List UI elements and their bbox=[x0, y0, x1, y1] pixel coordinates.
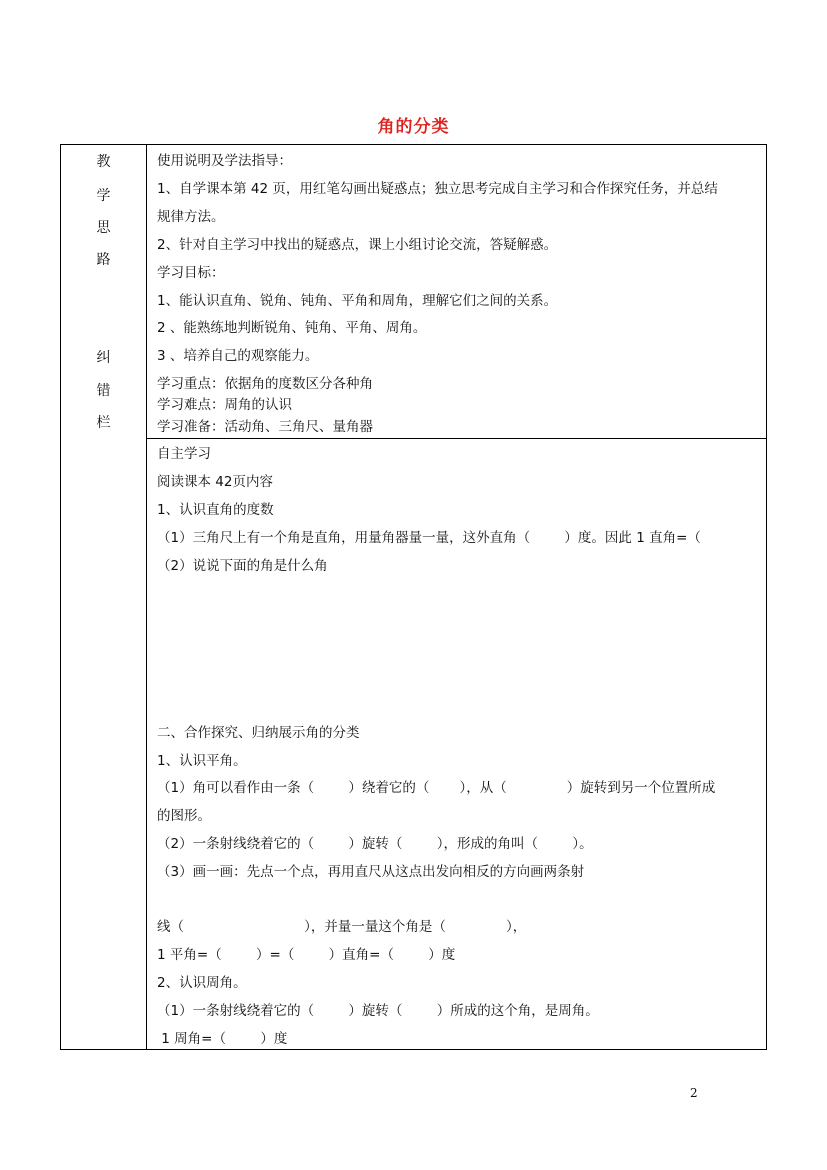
exercise-line: （1）角可以看作由一条（ ）绕着它的（ ），从（ ）旋转到另一个位置所成 bbox=[157, 780, 716, 796]
exercise-line: （3）画一画：先点一个点，再用直尺从这点出发向相反的方向画两条射 bbox=[157, 864, 585, 880]
side-label: 错 bbox=[96, 383, 111, 399]
page-number: 2 bbox=[690, 1086, 698, 1100]
instructions-heading: 使用说明及学法指导： bbox=[157, 153, 292, 169]
side-label: 纠 bbox=[96, 350, 111, 366]
objective-line: 2 、能熟练地判断锐角、钝角、平角、周角。 bbox=[157, 320, 427, 336]
difficulty-line: 学习难点：周角的认识 bbox=[157, 397, 292, 413]
page-title: 角的分类 bbox=[377, 117, 450, 137]
inquiry-heading: 二、合作探究、归纳展示角的分类 bbox=[157, 725, 360, 741]
column-divider bbox=[146, 144, 147, 1050]
side-label: 教 bbox=[96, 154, 111, 170]
exercise-line: 1、认识平角。 bbox=[157, 753, 247, 769]
objective-line: 3 、培养自己的观察能力。 bbox=[157, 348, 319, 364]
objective-line: 1、能认识直角、锐角、钝角、平角和周角，理解它们之间的关系。 bbox=[157, 293, 558, 309]
exercise-line: （2）一条射线绕着它的（ ）旋转（ ），形成的角叫（ ）。 bbox=[157, 836, 593, 852]
exercise-line: 1 周角=（ ）度 bbox=[157, 1031, 288, 1047]
instruction-line: 2、针对自主学习中找出的疑惑点，课上小组讨论交流，答疑解惑。 bbox=[157, 237, 558, 253]
side-label: 栏 bbox=[96, 415, 111, 431]
instruction-line: 1、自学课本第 42 页，用红笔勾画出疑惑点；独立思考完成自主学习和合作探究任务，并总结 bbox=[157, 181, 718, 197]
side-label: 思 bbox=[96, 220, 111, 236]
exercise-line: （1）三角尺上有一个角是直角，用量角器量一量，这外直角（ ）度。因此 1 直角=（ bbox=[157, 530, 701, 546]
exercise-line: （2）说说下面的角是什么角 bbox=[157, 558, 328, 574]
reading-line: 阅读课本 42页内容 bbox=[157, 474, 273, 490]
row-divider bbox=[147, 438, 767, 439]
exercise-line: （1）一条射线绕着它的（ ）旋转（ ）所成的这个角，是周角。 bbox=[157, 1003, 599, 1019]
exercise-line: 的图形。 bbox=[157, 808, 211, 824]
exercise-line: 1、认识直角的度数 bbox=[157, 502, 274, 518]
side-label: 学 bbox=[96, 188, 111, 204]
objectives-heading: 学习目标： bbox=[157, 265, 225, 281]
preparation-line: 学习准备：活动角、三角尺、量角器 bbox=[157, 419, 373, 435]
instruction-line: 规律方法。 bbox=[157, 209, 225, 225]
self-study-heading: 自主学习 bbox=[157, 446, 211, 462]
exercise-line: 线（ ），并量一量这个角是（ ）， bbox=[157, 919, 527, 935]
side-label: 路 bbox=[96, 252, 111, 268]
exercise-line: 1 平角=（ ）=（ ）直角=（ ）度 bbox=[157, 947, 456, 963]
exercise-line: 2、认识周角。 bbox=[157, 975, 247, 991]
key-point-line: 学习重点：依据角的度数区分各种角 bbox=[157, 376, 373, 392]
